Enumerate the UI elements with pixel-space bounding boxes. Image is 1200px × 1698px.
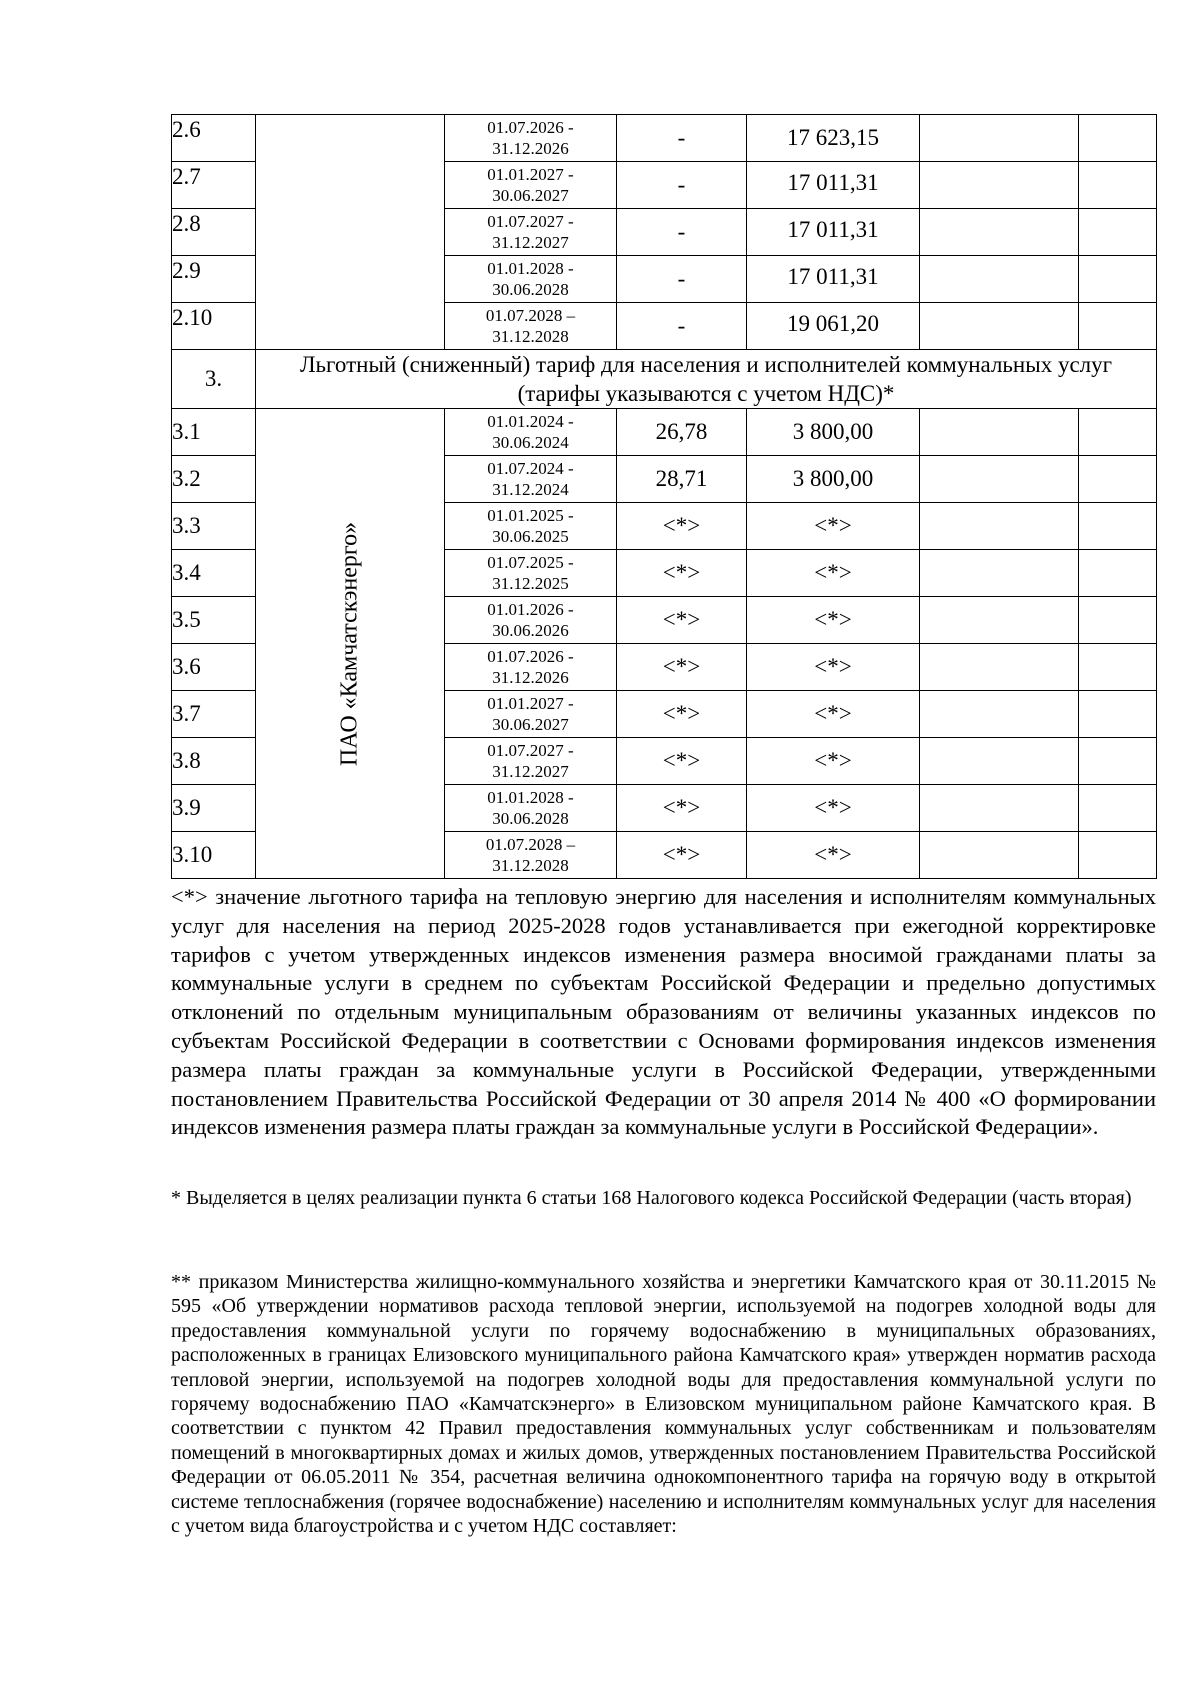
period-start: 01.07.2024 -: [487, 459, 574, 478]
rate-cell: 17 623,15: [747, 115, 920, 162]
section-title: [256, 350, 1157, 409]
period-start: 01.01.2026 -: [487, 600, 574, 619]
period-start: 01.07.2028 –: [485, 835, 576, 854]
row-number: 3.1: [172, 409, 256, 456]
rate-cell: <*>: [747, 691, 920, 738]
period-cell: [445, 115, 617, 162]
section-title-line: Льготный (сниженный) тариф для населения и исполнителей коммунальных услуг: [299, 352, 1113, 377]
period-cell: [445, 162, 617, 209]
period-end: 30.06.2028: [492, 809, 569, 828]
period-cell: [445, 832, 617, 879]
rate-cell: <*>: [747, 503, 920, 550]
empty-cell: [1079, 256, 1157, 303]
period-end: 30.06.2028: [492, 280, 569, 299]
rate-cell: -: [617, 256, 747, 303]
period-start: 01.01.2028 -: [487, 259, 574, 278]
empty-cell: [920, 550, 1079, 597]
empty-cell: [1079, 456, 1157, 503]
tariff-table: [171, 114, 1157, 879]
period-cell: [445, 209, 617, 256]
organization-cell-empty: [256, 115, 445, 350]
period-start: 01.07.2025 -: [487, 553, 574, 572]
empty-cell: [1079, 409, 1157, 456]
row-number: 2.6: [172, 115, 256, 162]
section-number: 3.: [172, 350, 256, 409]
row-number: 3.7: [172, 691, 256, 738]
period-cell: [445, 256, 617, 303]
empty-cell: [920, 597, 1079, 644]
period-end: 31.12.2028: [492, 327, 569, 346]
period-end: 31.12.2026: [492, 668, 569, 687]
table-row: [172, 409, 1157, 456]
rate-cell: -: [617, 209, 747, 256]
period-cell: [445, 503, 617, 550]
rate-cell: <*>: [747, 644, 920, 691]
period-cell: [445, 597, 617, 644]
row-number: 3.6: [172, 644, 256, 691]
empty-cell: [1079, 503, 1157, 550]
row-number: 3.2: [172, 456, 256, 503]
period-start: 01.01.2025 -: [487, 506, 574, 525]
empty-cell: [920, 785, 1079, 832]
row-number: 2.7: [172, 162, 256, 209]
period-cell: [445, 785, 617, 832]
period-start: 01.01.2028 -: [487, 788, 574, 807]
period-start: 01.01.2027 -: [487, 165, 574, 184]
period-cell: [445, 303, 617, 350]
note-preferential-tariff: <*> значение льготного тарифа на тепловую энергию для населения и исполнителям коммунальных услуг для населения на период 2025-2028 годов устанавливается при ежегодной корректировке тарифов с учетом утвержденных индексов изменения размера вносимой гражданами платы за коммунальные услуги в среднем по субъектам Российской Федерации и предельно допустимых отклонений по отдельным муниципальным образованиям от величины указанных индексов по субъектам Российской Федерации в соответствии с Основами формирования индексов изменения размера платы граждан за коммунальные услуги в Российской Федерации, утвержденными постановлением Правительства Российской Федерации от 30 апреля 2014 № 400 «О формировании индексов изменения размера платы граждан за коммунальные услуги в Российской Федерации».: [171, 884, 1156, 1140]
organization-cell: [256, 409, 445, 879]
rate-cell: 28,71: [617, 456, 747, 503]
period-end: 31.12.2024: [492, 480, 569, 499]
rate-cell: 17 011,31: [747, 256, 920, 303]
rate-cell: <*>: [747, 550, 920, 597]
rate-cell: <*>: [617, 550, 747, 597]
period-end: 30.06.2027: [492, 715, 569, 734]
rate-cell: 17 011,31: [747, 162, 920, 209]
period-cell: [445, 456, 617, 503]
row-number: 3.10: [172, 832, 256, 879]
rate-cell: <*>: [617, 597, 747, 644]
rate-cell: 17 011,31: [747, 209, 920, 256]
empty-cell: [1079, 303, 1157, 350]
period-end: 31.12.2027: [492, 233, 569, 252]
row-number: 2.9: [172, 256, 256, 303]
rate-cell: <*>: [747, 597, 920, 644]
rate-cell: -: [617, 115, 747, 162]
period-cell: [445, 550, 617, 597]
empty-cell: [1079, 738, 1157, 785]
empty-cell: [920, 209, 1079, 256]
rate-cell: <*>: [617, 785, 747, 832]
row-number: 3.8: [172, 738, 256, 785]
period-start: 01.07.2027 -: [487, 741, 574, 760]
rate-cell: -: [617, 303, 747, 350]
empty-cell: [1079, 209, 1157, 256]
period-end: 31.12.2025: [492, 574, 569, 593]
period-end: 30.06.2027: [492, 186, 569, 205]
section-header-row: [172, 350, 1157, 409]
row-number: 3.9: [172, 785, 256, 832]
row-number: 2.8: [172, 209, 256, 256]
empty-cell: [1079, 785, 1157, 832]
rate-cell: 19 061,20: [747, 303, 920, 350]
empty-cell: [1079, 597, 1157, 644]
empty-cell: [920, 256, 1079, 303]
rate-cell: <*>: [747, 785, 920, 832]
period-end: 30.06.2026: [492, 621, 569, 640]
rate-cell: <*>: [617, 644, 747, 691]
rate-cell: <*>: [617, 691, 747, 738]
empty-cell: [920, 162, 1079, 209]
empty-cell: [920, 691, 1079, 738]
period-cell: [445, 409, 617, 456]
empty-cell: [920, 303, 1079, 350]
period-start: 01.07.2027 -: [487, 212, 574, 231]
period-cell: [445, 644, 617, 691]
period-start: 01.01.2024 -: [487, 412, 574, 431]
empty-cell: [1079, 832, 1157, 879]
rate-cell: <*>: [617, 738, 747, 785]
row-number: 3.3: [172, 503, 256, 550]
empty-cell: [1079, 550, 1157, 597]
empty-cell: [920, 503, 1079, 550]
empty-cell: [1079, 115, 1157, 162]
rate-cell: <*>: [747, 832, 920, 879]
empty-cell: [920, 409, 1079, 456]
rate-cell: <*>: [617, 832, 747, 879]
section-title-line: (тарифы указываются с учетом НДС)*: [517, 381, 895, 406]
row-number: 3.5: [172, 597, 256, 644]
empty-cell: [920, 456, 1079, 503]
organization-name: ПАО «Камчатскэнерго»: [336, 521, 363, 766]
rate-cell: 3 800,00: [747, 409, 920, 456]
empty-cell: [920, 738, 1079, 785]
period-start: 01.01.2027 -: [487, 694, 574, 713]
rate-cell: 26,78: [617, 409, 747, 456]
period-end: 30.06.2024: [492, 433, 569, 452]
rate-cell: <*>: [617, 503, 747, 550]
period-start: 01.07.2028 –: [485, 306, 576, 325]
row-number: 2.10: [172, 303, 256, 350]
row-number: 3.4: [172, 550, 256, 597]
period-end: 31.12.2026: [492, 139, 569, 158]
period-end: 30.06.2025: [492, 527, 569, 546]
period-cell: [445, 738, 617, 785]
rate-cell: <*>: [747, 738, 920, 785]
period-start: 01.07.2026 -: [487, 118, 574, 137]
period-end: 31.12.2028: [492, 856, 569, 875]
table-row: [172, 115, 1157, 162]
empty-cell: [1079, 691, 1157, 738]
empty-cell: [1079, 644, 1157, 691]
empty-cell: [920, 644, 1079, 691]
empty-cell: [1079, 162, 1157, 209]
period-cell: [445, 691, 617, 738]
empty-cell: [920, 115, 1079, 162]
note-double-star: ** приказом Министерства жилищно-коммунального хозяйства и энергетики Камчатского края от 30.11.2015 № 595 «Об утверждении нормативов расхода тепловой энергии, используемой на подогрев холодной воды для предоставления коммунальной услуги по горячему водоснабжению в муниципальных образованиях, расположенных в границах Елизовского муниципального района Камчатского края» утвержден норматив расхода тепловой энергии, используемой на подогрев холодной воды для предоставления коммунальной услуги по горячему водоснабжению ПАО «Камчатскэнерго» в Елизовском муниципальном районе Камчатского края. В соответствии с пунктом 42 Правил предоставления коммунальных услуг собственникам и пользователям помещений в многоквартирных домах и жилых домов, утвержденных постановлением Правительства Российской Федерации от 06.05.2011 № 354, расчетная величина однокомпонентного тарифа на горячую воду в открытой системе теплоснабжения (горячее водоснабжение) населению и исполнителям коммунальных услуг для населения с учетом вида благоустройства и с учетом НДС составляет:: [171, 1271, 1156, 1538]
note-single-star: * Выделяется в целях реализации пункта 6 статьи 168 Налогового кодекса Российской Федерации (часть вторая): [171, 1187, 1132, 1209]
rate-cell: -: [617, 162, 747, 209]
period-start: 01.07.2026 -: [487, 647, 574, 666]
period-end: 31.12.2027: [492, 762, 569, 781]
empty-cell: [920, 832, 1079, 879]
rate-cell: 3 800,00: [747, 456, 920, 503]
